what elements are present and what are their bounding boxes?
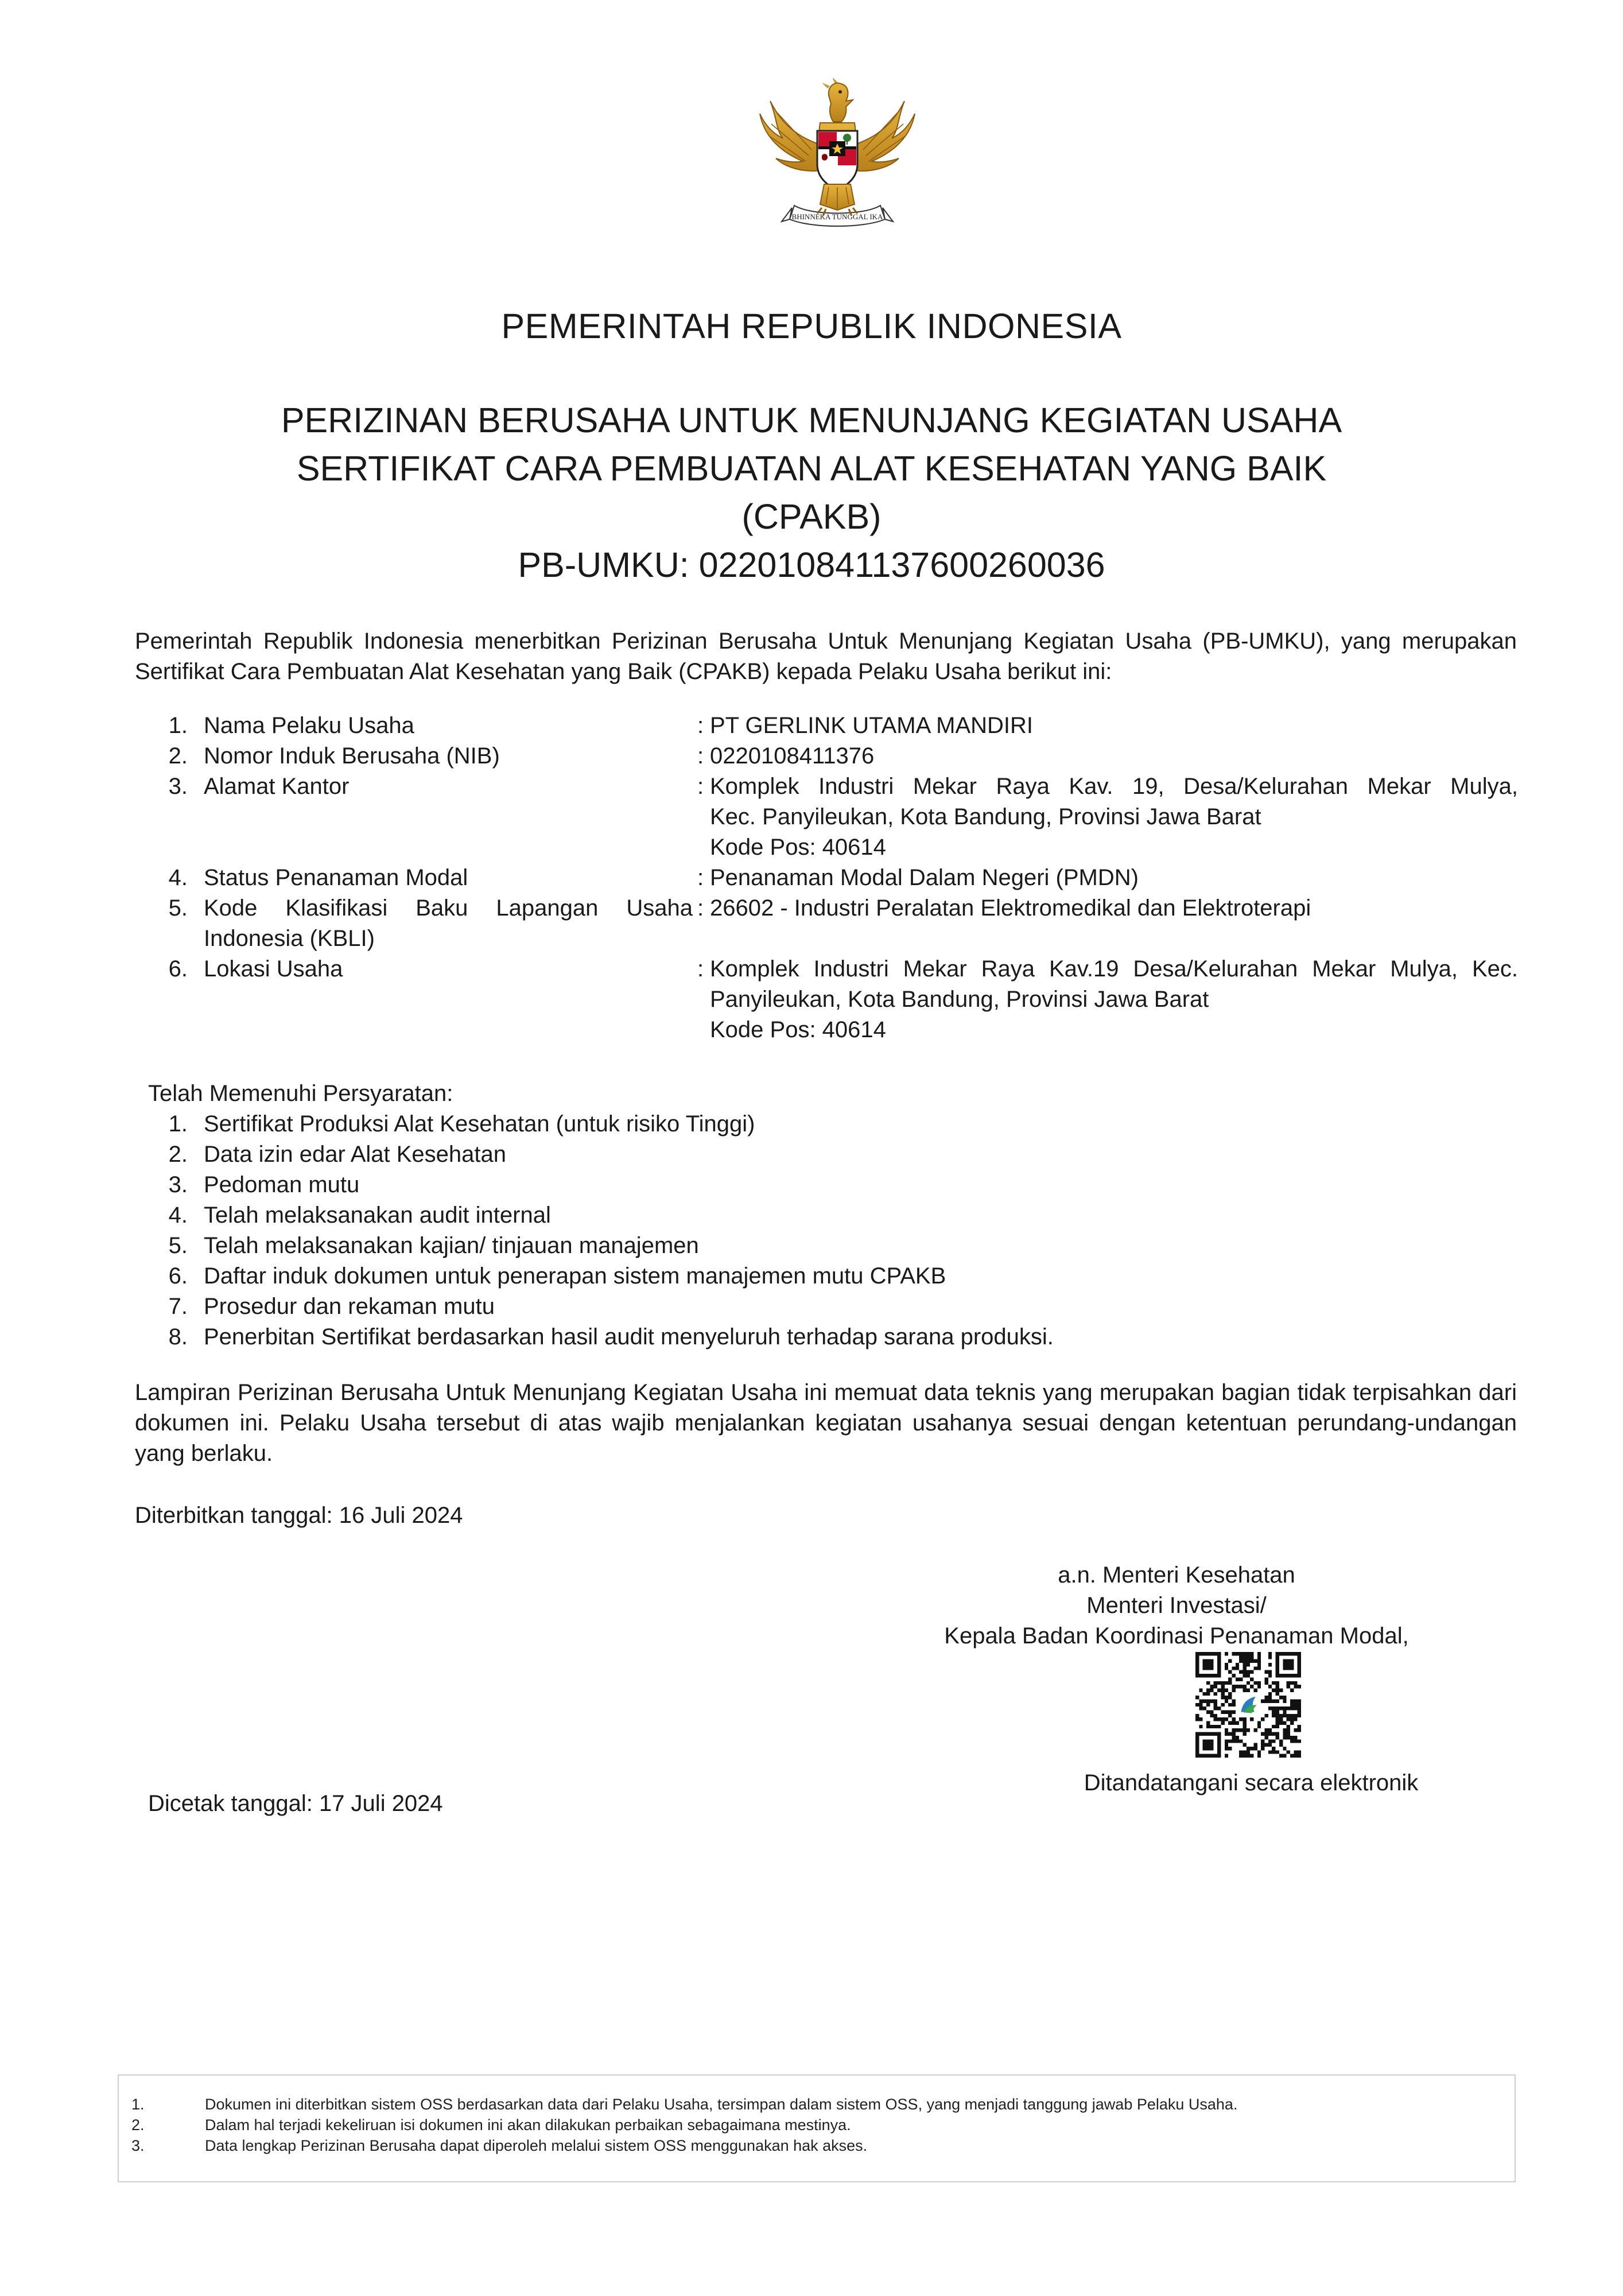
info-label: Lokasi Usaha bbox=[204, 956, 343, 982]
info-value bbox=[710, 771, 1518, 863]
info-row bbox=[135, 711, 1518, 741]
info-value-line: Kec. Panyileukan, Kota Bandung, Provinsi Jawa Barat bbox=[710, 804, 1261, 829]
info-value-line: 0220108411376 bbox=[710, 743, 875, 769]
title-line-permit: PERIZINAN BERUSAHA UNTUK MENUNJANG KEGIATAN USAHA bbox=[281, 401, 1342, 440]
info-value bbox=[710, 711, 1518, 741]
footnote-item bbox=[119, 2115, 1515, 2135]
list-item-text: Data izin edar Alat Kesehatan bbox=[204, 1142, 507, 1167]
info-row bbox=[135, 893, 1518, 954]
attachment-paragraph: Lampiran Perizinan Berusaha Untuk Menunjang Kegiatan Usaha ini memuat data teknis yang merupakan bagian tidak terpisahkan dari dokumen ini. Pelaku Usaha tersebut di atas wajib menjalankan kegiatan usahanya sesuai dengan ketentuan perundang-undangan yang berlaku. bbox=[135, 1380, 1517, 1466]
list-item-text: Telah melaksanakan audit internal bbox=[204, 1203, 551, 1228]
intro-paragraph: Pemerintah Republik Indonesia menerbitkan Perizinan Berusaha Untuk Menunjang Kegiatan Usaha (PB-UMKU), yang merupakan Sertifikat Cara Pembuatan Alat Kesehatan yang Baik (CPAKB) kepada Pelaku Usaha berikut ini: bbox=[135, 629, 1517, 684]
info-value bbox=[710, 863, 1518, 893]
info-value-line: Komplek Industri Mekar Raya Kav. 19, Desa/Kelurahan Mekar Mulya, bbox=[710, 774, 1518, 799]
list-item-number: 3. bbox=[168, 1172, 188, 1197]
signature-block bbox=[918, 1560, 1435, 1651]
info-label: Nama Pelaku Usaha bbox=[204, 713, 414, 738]
info-value-line: Kode Pos: 40614 bbox=[710, 1017, 886, 1042]
info-colon: : bbox=[697, 713, 704, 738]
footnote-number: 3. bbox=[131, 2137, 145, 2154]
footnotes-box bbox=[118, 2074, 1516, 2182]
info-label: Status Penanaman Modal bbox=[204, 865, 468, 890]
footnote-text: Dalam hal terjadi kekeliruan isi dokumen ini akan dilakukan perbaikan sebagaimana mestinya. bbox=[205, 2116, 851, 2134]
footnote-text: Data lengkap Perizinan Berusaha dapat diperoleh melalui sistem OSS menggunakan hak akses. bbox=[205, 2137, 868, 2154]
footnote-item bbox=[119, 2094, 1515, 2115]
info-colon: : bbox=[697, 743, 704, 769]
signatory-line: a.n. Menteri Kesehatan bbox=[1058, 1562, 1295, 1588]
list-item-text: Penerbitan Sertifikat berdasarkan hasil audit menyeluruh terhadap sarana produksi. bbox=[204, 1324, 1054, 1349]
emblem-motto: BHINNEKA TUNGGAL IKA bbox=[791, 212, 883, 221]
list-item-text: Pedoman mutu bbox=[204, 1172, 360, 1197]
list-item bbox=[135, 1231, 1054, 1261]
list-item bbox=[135, 1322, 1054, 1352]
info-value bbox=[710, 893, 1518, 924]
footnote-number: 2. bbox=[131, 2116, 145, 2134]
info-colon: : bbox=[697, 895, 704, 921]
footnote-number: 1. bbox=[131, 2096, 145, 2113]
printed-date: Dicetak tanggal: 17 Juli 2024 bbox=[148, 1791, 443, 1816]
info-label: Nomor Induk Berusaha (NIB) bbox=[204, 743, 500, 769]
info-row bbox=[135, 863, 1518, 893]
list-item-number: 5. bbox=[168, 1233, 188, 1258]
list-item-text: Prosedur dan rekaman mutu bbox=[204, 1294, 495, 1319]
list-item bbox=[135, 1139, 1054, 1170]
info-label: Kode Klasifikasi Baku Lapangan Usaha Indonesia (KBLI) bbox=[204, 895, 693, 951]
info-number: 1. bbox=[168, 713, 188, 738]
info-number: 5. bbox=[168, 895, 188, 921]
footnote-text: Dokumen ini diterbitkan sistem OSS berdasarkan data dari Pelaku Usaha, tersimpan dalam sistem OSS, yang menjadi tanggung jawab Pelaku Usaha. bbox=[205, 2096, 1238, 2113]
list-item bbox=[135, 1200, 1054, 1231]
info-row bbox=[135, 954, 1518, 1045]
electronic-signature-note: Ditandatangani secara elektronik bbox=[1084, 1770, 1419, 1795]
list-item-number: 6. bbox=[168, 1263, 188, 1289]
list-item-number: 4. bbox=[168, 1203, 188, 1228]
info-value-line: Penanaman Modal Dalam Negeri (PMDN) bbox=[710, 865, 1139, 890]
info-value-line: 26602 - Industri Peralatan Elektromedikal dan Elektroterapi bbox=[710, 895, 1311, 921]
info-number: 2. bbox=[168, 743, 188, 769]
info-number: 6. bbox=[168, 956, 188, 982]
list-item-number: 1. bbox=[168, 1111, 188, 1137]
title-line-pb-umku-number: PB-UMKU: 022010841137600260036 bbox=[518, 545, 1105, 584]
info-colon: : bbox=[697, 774, 704, 799]
info-value-line: Panyileukan, Kota Bandung, Provinsi Jawa Barat bbox=[710, 987, 1209, 1012]
requirements-list bbox=[135, 1109, 1054, 1352]
title-line-acronym: (CPAKB) bbox=[741, 497, 882, 536]
list-item bbox=[135, 1109, 1054, 1139]
info-value-line: Kode Pos: 40614 bbox=[710, 835, 886, 860]
government-title: PEMERINTAH REPUBLIK INDONESIA bbox=[501, 307, 1122, 346]
list-item-number: 2. bbox=[168, 1142, 188, 1167]
list-item-text: Daftar induk dokumen untuk penerapan sistem manajemen mutu CPAKB bbox=[204, 1263, 946, 1289]
qr-code-icon bbox=[1195, 1652, 1301, 1758]
list-item-text: Telah melaksanakan kajian/ tinjauan manajemen bbox=[204, 1233, 699, 1258]
issued-date: Diterbitkan tanggal: 16 Juli 2024 bbox=[135, 1503, 463, 1528]
list-item-number: 7. bbox=[168, 1294, 188, 1319]
signatory-line: Menteri Investasi/ bbox=[1086, 1593, 1267, 1618]
info-value-line: Komplek Industri Mekar Raya Kav.19 Desa/Kelurahan Mekar Mulya, Kec. bbox=[710, 956, 1518, 982]
info-number: 3. bbox=[168, 774, 188, 799]
info-row bbox=[135, 741, 1518, 771]
document-title bbox=[0, 396, 1623, 589]
info-row bbox=[135, 771, 1518, 863]
info-colon: : bbox=[697, 956, 704, 982]
footnote-item bbox=[119, 2135, 1515, 2156]
info-value-line: PT GERLINK UTAMA MANDIRI bbox=[710, 713, 1034, 738]
info-colon: : bbox=[697, 865, 704, 890]
list-item bbox=[135, 1292, 1054, 1322]
garuda-emblem-icon bbox=[754, 78, 921, 233]
signatory-line: Kepala Badan Koordinasi Penanaman Modal, bbox=[944, 1623, 1409, 1649]
list-item bbox=[135, 1261, 1054, 1292]
info-value bbox=[710, 954, 1518, 1045]
list-item bbox=[135, 1170, 1054, 1200]
info-value bbox=[710, 741, 1518, 771]
title-line-certificate: SERTIFIKAT CARA PEMBUATAN ALAT KESEHATAN YANG BAIK bbox=[296, 449, 1327, 488]
business-info-table bbox=[135, 711, 1518, 1045]
list-item-number: 8. bbox=[168, 1324, 188, 1349]
requirements-heading: Telah Memenuhi Persyaratan: bbox=[148, 1081, 453, 1106]
list-item-text: Sertifikat Produksi Alat Kesehatan (untuk risiko Tinggi) bbox=[204, 1111, 755, 1137]
info-number: 4. bbox=[168, 865, 188, 890]
info-label: Alamat Kantor bbox=[204, 774, 350, 799]
